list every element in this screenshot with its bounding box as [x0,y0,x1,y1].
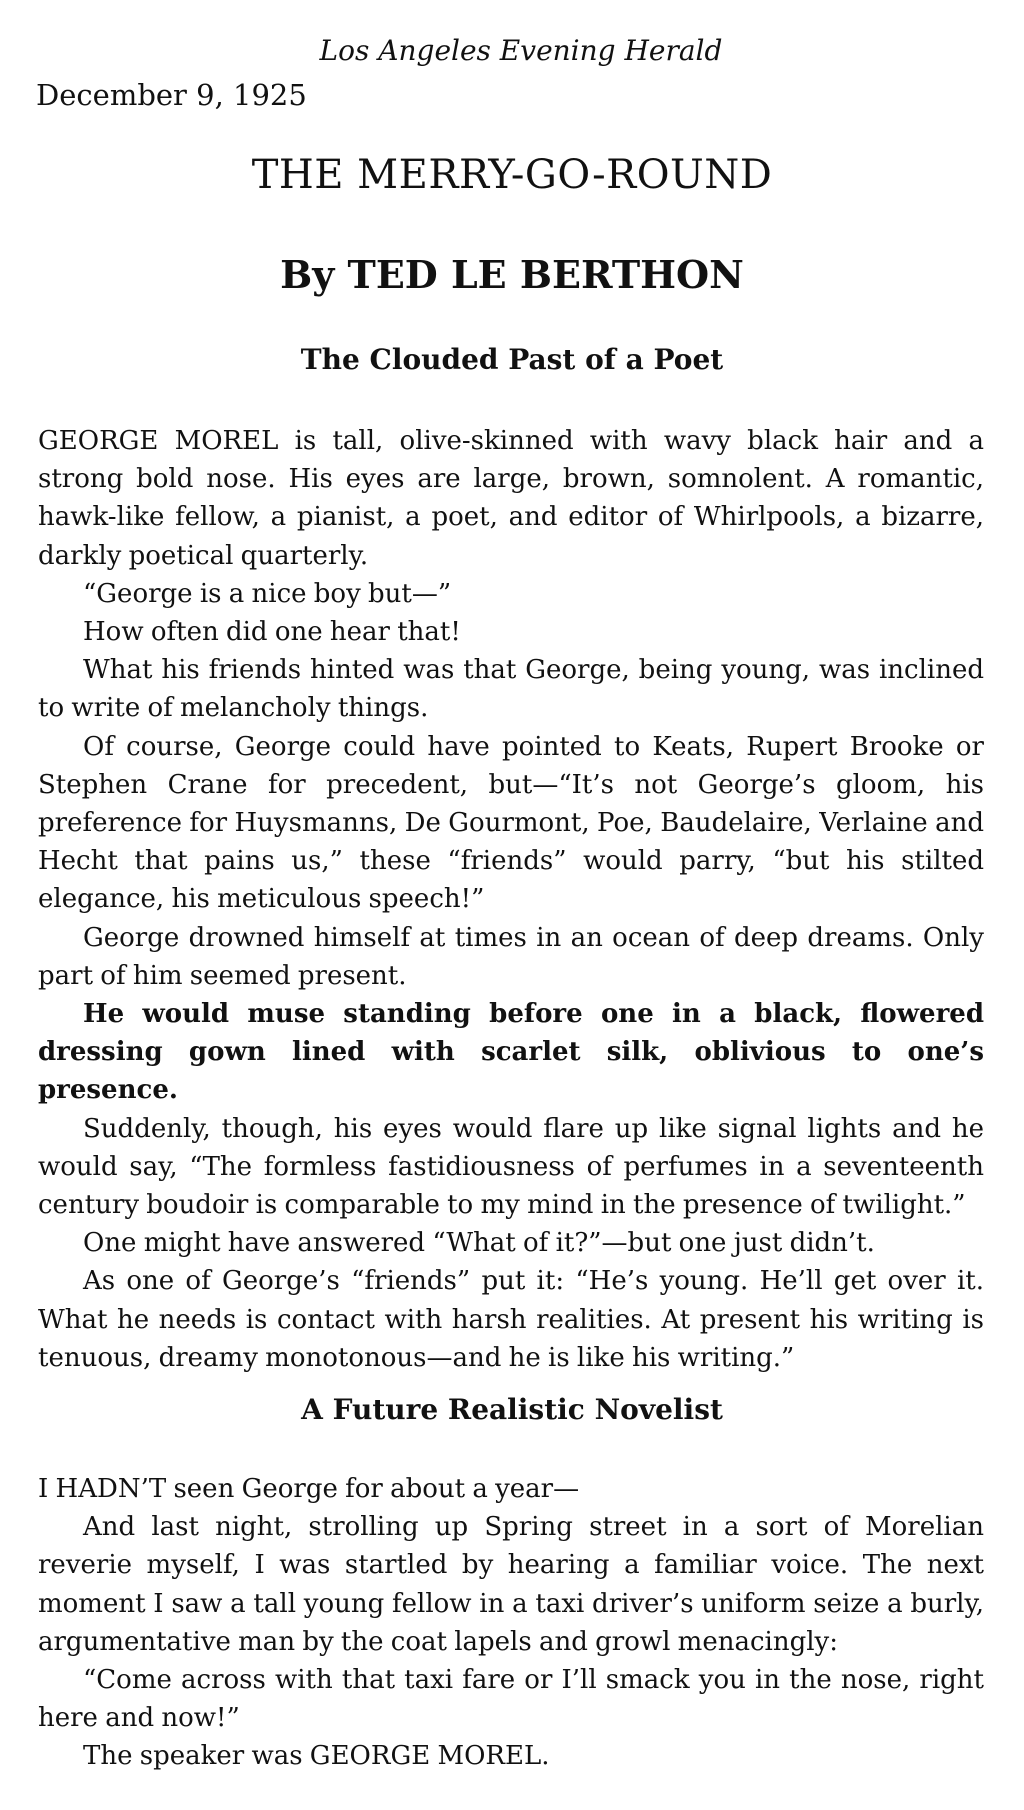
column-title: THE MERRY-GO-ROUND [251,152,773,198]
newspaper-masthead [0,34,1024,67]
paragraph: Suddenly, though, his eyes would flare up like signal lights and he would say, “The formless fastidiousness of perfumes in a seventeenth century boudoir is comparable to my mind in the presence of twilight.” [38,1113,984,1221]
byline: By TED LE BERTHON [280,252,744,297]
section-heading-clouded-past: The Clouded Past of a Poet [300,343,724,376]
paragraph: George drowned himself at times in an ocean of deep dreams. Only part of him seemed present. [38,922,984,991]
paragraph: One might have answered “What of it?”—but one just didn’t. [83,1228,875,1259]
paragraph: As one of George’s “friends” put it: “He’s young. He’ll get over it. What he needs is contact with harsh realities. At present his writing is tenuous, dreamy monotonous—and he is like his writing.” [38,1266,984,1373]
paragraph: He would muse standing before one in a black, flowered dressing gown lined with scarlet silk, oblivious to one’s presence. [38,999,984,1106]
paragraph: I HADN’T seen George for about a year— [38,1474,580,1504]
paragraph: Of course, George could have pointed to Keats, Rupert Brooke or Stephen Crane for precedent, but—“It’s not George’s gloom, his preference for Huysmanns, De Gourmont, Poe, Baudelaire, Verlaine and Hecht that pains us,” these “friends” would parry, “but his stilted elegance, his meticulous speech!” [38,731,984,915]
section-heading-future-novelist: A Future Realistic Novelist [301,1393,723,1426]
paragraph: GEORGE MOREL is tall, olive-skinned with wavy black hair and a strong bold nose. His eyes are large, brown, somnolent. A romantic, hawk-like fellow, a pianist, a poet, and editor of Whirlpools, a bizarre, darkly poetical quarterly. [38,426,984,571]
masthead-text: Los Angeles Evening Herald [319,34,723,67]
paragraph: How often did one hear that! [83,617,461,648]
paragraph: The speaker was GEORGE MOREL. [83,1741,550,1772]
publication-date: December 9, 1925 [36,78,307,112]
paragraph: “George is a nice boy but—” [83,578,452,609]
paragraph: “Come across with that taxi fare or I’ll smack you in the nose, right here and now!” [38,1665,984,1734]
section-two-body [38,1470,984,1776]
paragraph: What his friends hinted was that George, being young, was inclined to write of melancholy things. [38,655,984,724]
paragraph: And last night, strolling up Spring street in a sort of Morelian reverie myself, I was startled by hearing a familiar voice. The next moment I saw a tall young fellow in a taxi driver’s uniform seize a burly, argumentative man by the coat lapels and growl menacingly: [38,1512,984,1657]
section-one-body [38,422,984,1377]
